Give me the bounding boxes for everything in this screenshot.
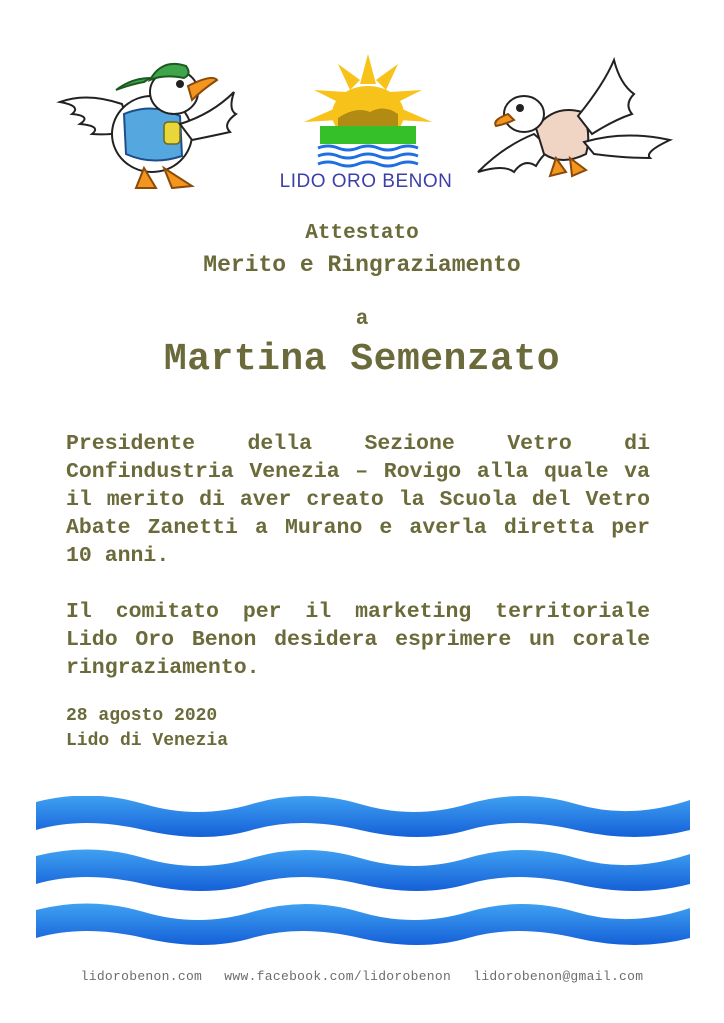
footer-website-link[interactable]: lidorobenon.com — [80, 969, 203, 984]
certificate-title: Attestato — [305, 222, 419, 245]
certificate-date: 28 agosto 2020 — [66, 706, 218, 726]
logo-text: LIDO ORO BENON — [279, 171, 453, 192]
footer-email-link[interactable]: lidorobenon@gmail.com — [473, 969, 644, 984]
certificate-to: a — [355, 308, 369, 331]
cartoon-flying-seagull-icon — [474, 54, 674, 184]
waves-decoration-icon — [36, 796, 690, 956]
footer-facebook-link[interactable]: www.facebook.com/lidorobenon — [224, 969, 452, 984]
sun-and-waves-logo-icon — [298, 48, 438, 172]
recipient-name: Martina Semenzato — [163, 338, 561, 381]
certificate-place: Lido di Venezia — [66, 731, 229, 751]
thanks-paragraph: Il comitato per il marketing territoriale Lido Oro Benon desidera esprimere un corale ringraziamento. — [66, 600, 650, 680]
footer — [0, 969, 724, 984]
certificate-subtitle: Merito e Ringraziamento — [203, 252, 521, 278]
merit-paragraph: Presidente della Sezione Vetro di Confindustria Venezia – Rovigo alla quale va il merito di aver creato la Scuola del Vetro Abate Zanetti a Murano e averla diretta per 10 anni. — [66, 432, 650, 568]
cartoon-seagull-with-cap-icon — [52, 44, 242, 194]
